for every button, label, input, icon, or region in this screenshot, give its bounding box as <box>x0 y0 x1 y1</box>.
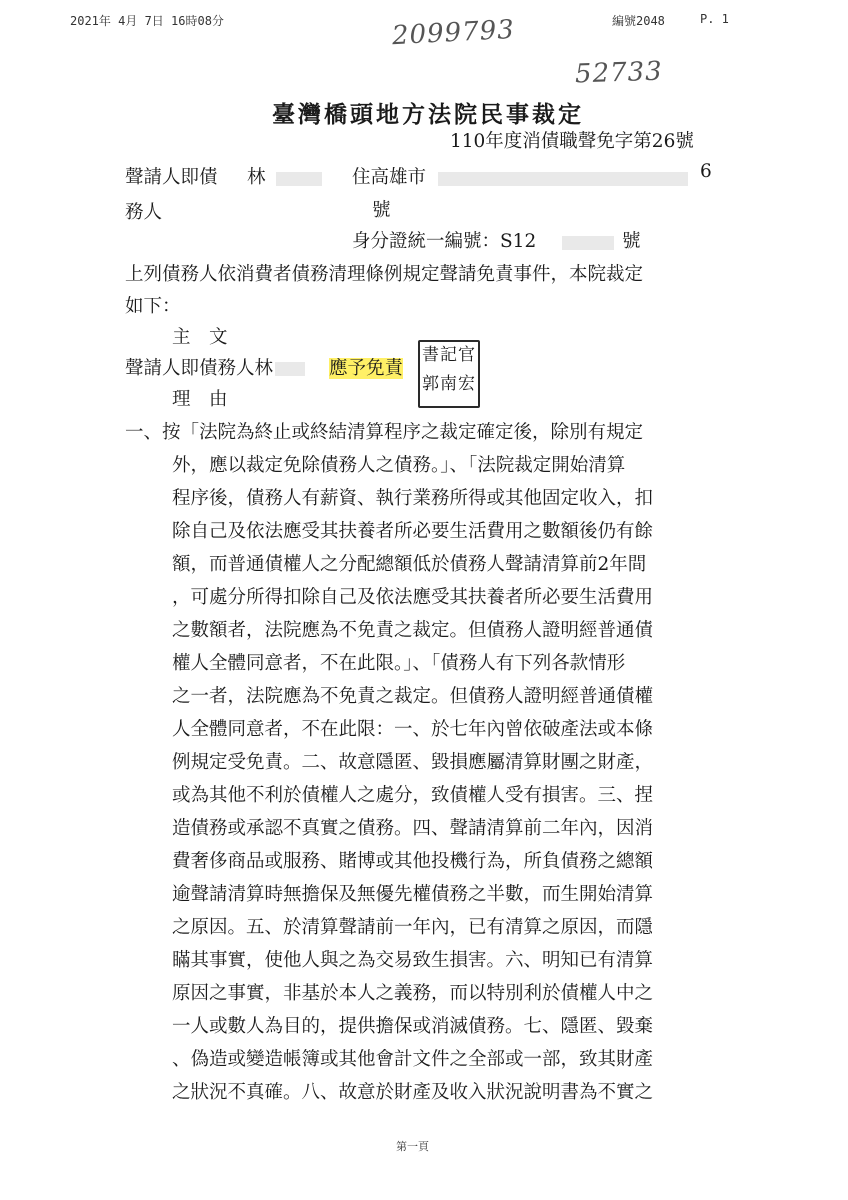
body-line: 、偽造或變造帳簿或其他會計文件之全部或一部，致其財產 <box>172 1049 654 1070</box>
redaction-name <box>276 172 322 186</box>
main-heading: 主 文 <box>172 327 228 348</box>
party-id-tail: 號 <box>622 231 641 252</box>
intro-line-1: 上列債務人依消費者債務清理條例規定聲請免責事件，本院裁定 <box>125 264 644 285</box>
ruling-highlight: 應予免責 <box>329 358 404 379</box>
body-line: 人全體同意者，不在此限：一、於七年內曾依破產法或本條 <box>172 719 654 740</box>
body-line: 除自己及依法應受其扶養者所必要生活費用之數額後仍有餘 <box>172 521 654 542</box>
stamp-line-1: 書記官 <box>422 345 476 365</box>
party-id-label: 身分證統一編號：S12 <box>352 231 537 252</box>
page-footer: 第一頁 <box>396 1140 429 1153</box>
document-title: 臺灣橋頭地方法院民事裁定 <box>272 101 584 128</box>
fax-datetime: 2021年 4月 7日 16時08分 <box>70 14 224 28</box>
party-address-line2: 號 <box>372 200 391 221</box>
body-line: 程序後，債務人有薪資、執行業務所得或其他固定收入，扣 <box>172 488 654 509</box>
body-line: 例規定受免責。二、故意隱匿、毀損應屬清算財團之財產， <box>172 752 654 773</box>
body-line: 權人全體同意者，不在此限。」、「債務人有下列各款情形 <box>172 653 626 674</box>
body-line: 之狀況不真確。八、故意於財產及收入狀況說明書為不實之 <box>172 1082 654 1103</box>
party-address-label: 住高雄市 <box>352 167 427 188</box>
party-role-line1: 聲請人即債 <box>125 167 218 188</box>
redaction-address <box>438 172 688 186</box>
body-line: 造債務或承認不真實之債務。四、聲請清算前二年內，因消 <box>172 818 654 839</box>
stamp-line-2: 郭南宏 <box>422 374 476 394</box>
body-line: 原因之事實，非基於本人之義務，而以特別利於債權人中之 <box>172 983 654 1004</box>
redaction-ruling-name <box>275 362 305 376</box>
intro-line-2: 如下： <box>125 296 181 317</box>
fax-page: P. 1 <box>700 12 729 26</box>
body-line: ，可處分所得扣除自己及依法應受其扶養者所必要生活費用 <box>172 587 654 608</box>
ruling-prefix: 聲請人即債務人林 <box>125 358 274 379</box>
body-line: 一、按「法院為終止或終結清算程序之裁定確定後，除別有規定 <box>125 422 644 443</box>
party-role-line2: 務人 <box>125 202 163 223</box>
case-number: 110年度消債職聲免字第26號 <box>450 131 694 152</box>
body-line: 逾聲請清算時無擔保及無優先權債務之半數，而生開始清算 <box>172 884 654 905</box>
fax-id: 編號2048 <box>612 14 665 28</box>
body-line: 之數額者，法院應為不免責之裁定。但債務人證明經普通債 <box>172 620 654 641</box>
clerk-stamp <box>418 340 480 408</box>
party-address-tail: 6 <box>700 161 712 182</box>
body-line: 瞞其事實，使他人與之為交易致生損害。六、明知已有清算 <box>172 950 654 971</box>
handwritten-mark-2: 52733 <box>574 56 664 90</box>
body-line: 之原因。五、於清算聲請前一年內，已有清算之原因，而隱 <box>172 917 654 938</box>
body-line: 一人或數人為目的，提供擔保或消滅債務。七、隱匿、毀棄 <box>172 1016 654 1037</box>
redaction-id <box>562 236 614 250</box>
body-line: 額，而普通債權人之分配總額低於債務人聲請清算前2年間 <box>172 554 647 575</box>
body-line: 費奢侈商品或服務、賭博或其他投機行為，所負債務之總額 <box>172 851 654 872</box>
handwritten-mark-1: 2099793 <box>391 14 516 52</box>
body-line: 之一者，法院應為不免責之裁定。但債務人證明經普通債權 <box>172 686 654 707</box>
body-line: 外，應以裁定免除債務人之債務。」、「法院裁定開始清算 <box>172 455 626 476</box>
ruling-text <box>125 354 403 380</box>
party-name: 林 <box>247 167 266 188</box>
body-line: 或為其他不利於債權人之處分，致債權人受有損害。三、捏 <box>172 785 654 806</box>
reason-heading: 理 由 <box>172 389 228 410</box>
